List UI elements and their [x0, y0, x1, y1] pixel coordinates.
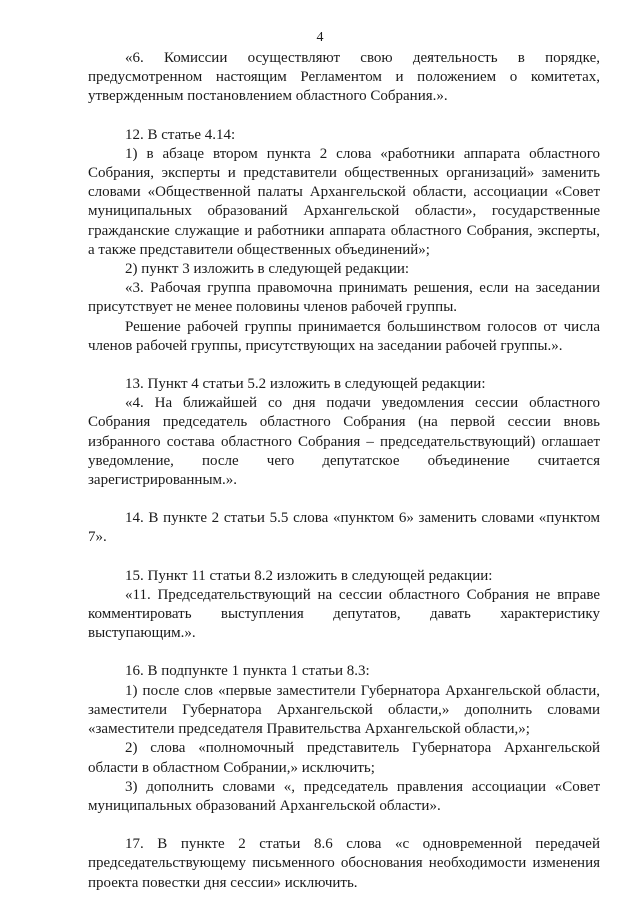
- paragraph: 1) в абзаце втором пункта 2 слова «работники аппарата областного Собрания, эксперты и представители общественных организаций» заменить словами «Общественной палаты Архангельской области, ассоциации «Совет муниципальных образований Архангельской области», государственные гражданские служащие и работники аппарата областного Собрания, эксперты, а также представители общественных объединений»;: [88, 145, 600, 258]
- paragraph: «6. Комиссии осуществляют свою деятельность в порядке, предусмотренном настоящим Регламентом и положением о комитетах, утвержденным постановлением областного Собрания.».: [88, 50, 600, 105]
- paragraph: «11. Председательствующий на сессии областного Собрания не вправе комментировать выступления депутатов, давать характеристику выступающим.».: [88, 586, 600, 642]
- paragraph: Решение рабочей группы принимается большинством голосов от числа членов рабочей группы, присутствующих на заседании рабочей группы.».: [88, 318, 600, 354]
- paragraph: 3) дополнить словами «, председатель правления ассоциации «Совет муниципальных образований Архангельской области».: [88, 778, 600, 814]
- paragraph: 16. В подпункте 1 пункта 1 статьи 8.3:: [125, 663, 370, 680]
- paragraph-spacer: [88, 643, 600, 662]
- paragraph: 15. Пункт 11 статьи 8.2 изложить в следующей редакции:: [125, 567, 493, 584]
- paragraph: 17. В пункте 2 статьи 8.6 слова «с одновременной передачей председательствующему письменного обоснования необходимости изменения проекта повестки дня сессии» исключить.: [88, 836, 600, 891]
- paragraph-spacer: [88, 107, 600, 126]
- paragraph: 2) слова «полномочный представитель Губернатора Архангельской области в областном Собрании,» исключить;: [88, 740, 600, 776]
- paragraph-spacer: [88, 548, 600, 567]
- paragraph: «4. На ближайшей со дня подачи уведомления сессии областного Собрания председатель областного Собрания (на первой сессии вновь избранного состава областного Собрания – председательствующий) оглашает уведомление, после чего депутатское объединение считается зарегистрированным.».: [88, 395, 600, 489]
- page-number: 4: [316, 30, 324, 45]
- paragraph-spacer: [88, 490, 600, 509]
- paragraph: 14. В пункте 2 статьи 5.5 слова «пунктом 6» заменить словами «пунктом 7».: [88, 510, 600, 546]
- paragraph-spacer: [88, 356, 600, 375]
- paragraph: 2) пункт 3 изложить в следующей редакции:: [125, 261, 410, 278]
- paragraph: 12. В статье 4.14:: [125, 126, 236, 143]
- document-body: [88, 49, 600, 893]
- paragraph: 13. Пункт 4 статьи 5.2 изложить в следующей редакции:: [125, 376, 486, 393]
- paragraph: 1) после слов «первые заместители Губернатора Архангельской области, заместители Губернатора Архангельской области,» дополнить словами «заместители председателя Правительства Архангельской области,»;: [88, 682, 600, 738]
- paragraph: «3. Рабочая группа правомочна принимать решения, если на заседании присутствует не менее половины членов рабочей группы.: [88, 280, 600, 316]
- paragraph-spacer: [88, 816, 600, 835]
